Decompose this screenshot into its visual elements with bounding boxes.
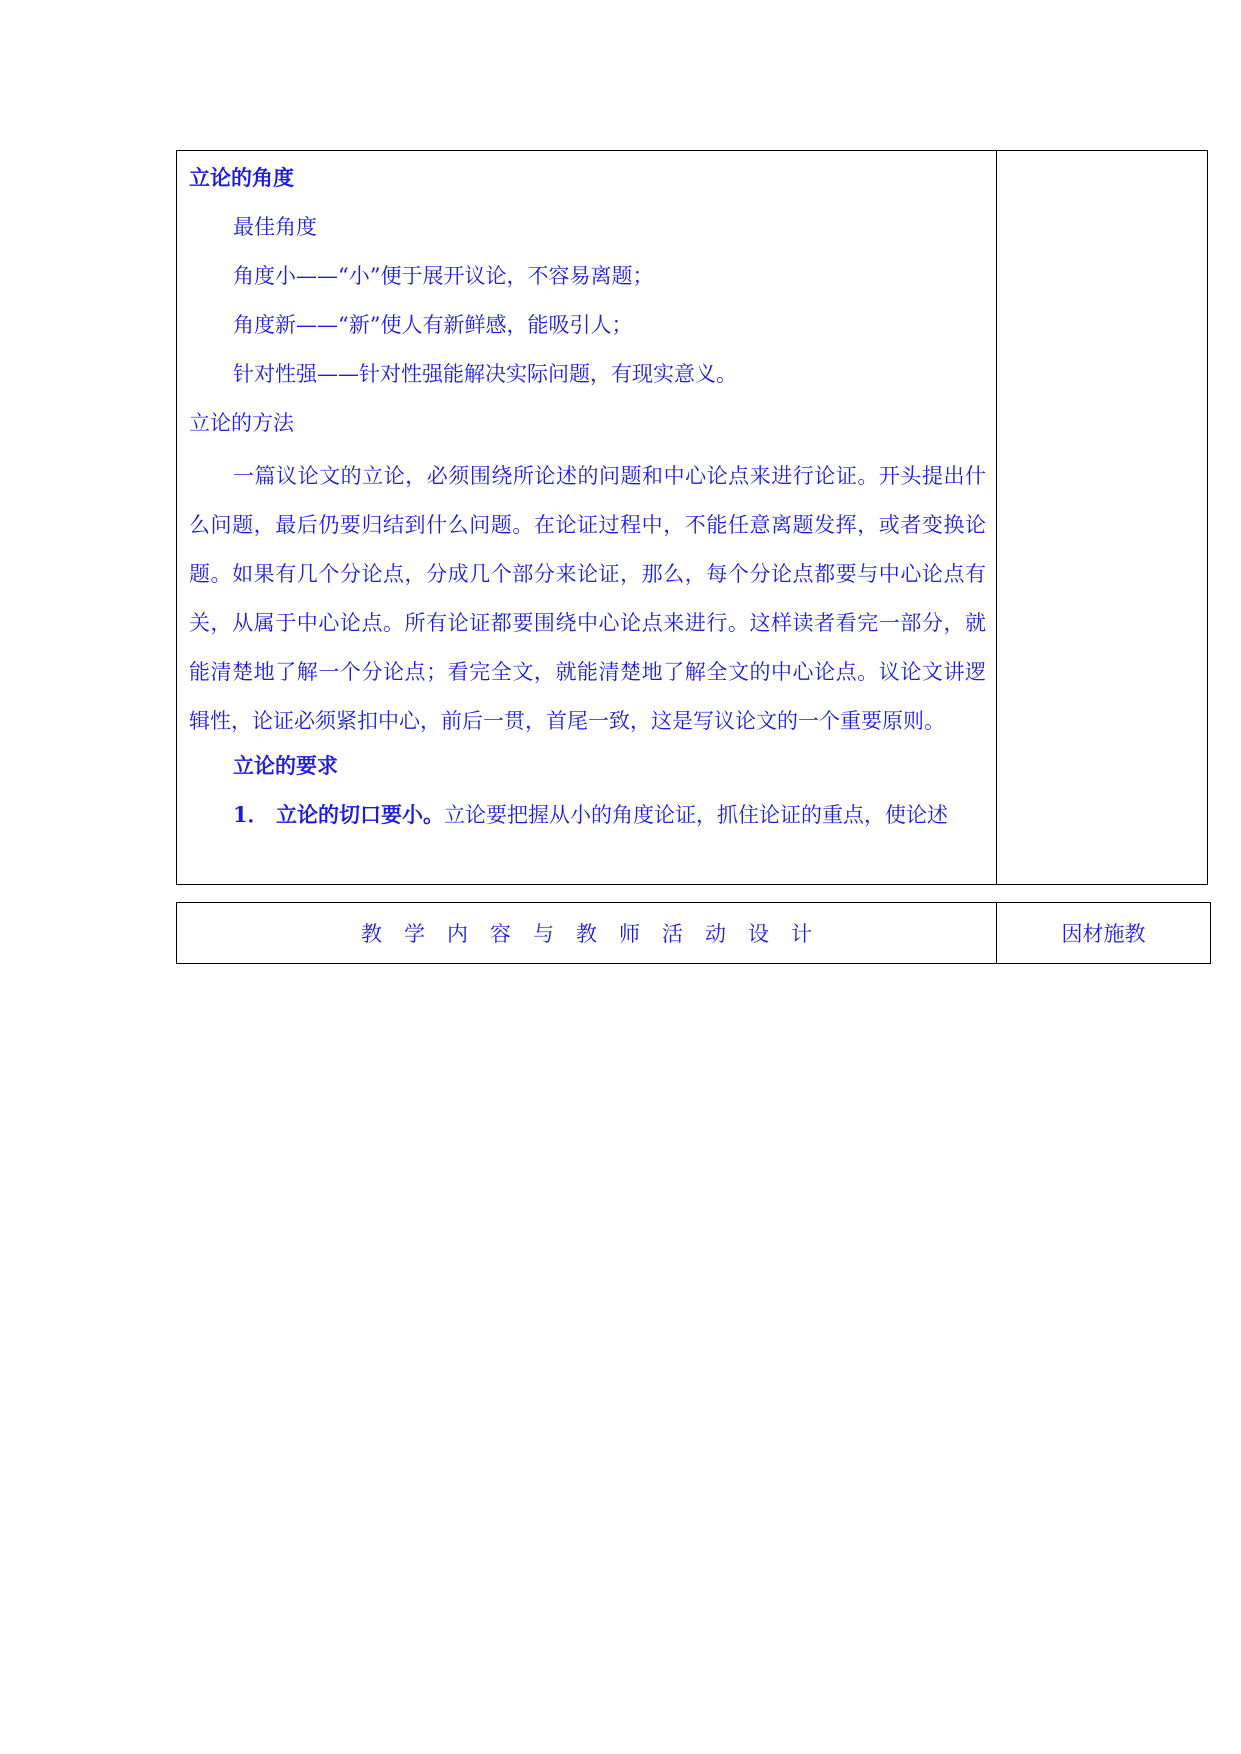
- footer-label-teaching-design: 教学内容与教师活动设计: [177, 903, 997, 963]
- footer-label-differentiated: 因材施教: [1061, 922, 1146, 946]
- footer-header-table: [176, 902, 1211, 964]
- requirement-text: 立论要把握从小的角度论证，抓住论证的重点，使论述: [444, 803, 948, 827]
- angle-small-item: 角度小——“小”便于展开议论，不容易离题；: [233, 264, 654, 288]
- heading-angle: 立论的角度: [189, 165, 294, 190]
- teaching-content-cell: [177, 151, 997, 884]
- main-content-table: [176, 150, 1208, 885]
- heading-requirement: 立论的要求: [233, 753, 338, 778]
- notes-cell: [997, 151, 1207, 884]
- angle-new-item: 角度新——“新”使人有新鲜感，能吸引人；: [233, 313, 633, 337]
- best-angle-label: 最佳角度: [233, 215, 317, 239]
- method-paragraph: 一篇议论文的立论，必须围绕所论述的问题和中心论点来进行论证。开头提出什么问题，最后仍要归结到什么问题。在论证过程中，不能任意离题发挥，或者变换论题。如果有几个分论点，分成几个部分来论证，那么，每个分论点都要与中心论点有关，从属于中心论点。所有论证都要围绕中心论点来进行。这样读者看完一部分，就能清楚地了解一个分论点；看完全文，就能清楚地了解全文的中心论点。议论文讲逻辑性，论证必须紧扣中心，前后一贯，首尾一致，这是写议论文的一个重要原则。: [189, 464, 986, 733]
- requirement-number: 1．: [233, 802, 269, 827]
- requirement-item-1: [189, 795, 986, 844]
- targeted-item: 针对性强——针对性强能解决实际问题，有现实意义。: [233, 362, 737, 386]
- heading-method: 立论的方法: [189, 411, 294, 435]
- requirement-title: 立论的切口要小。: [276, 802, 444, 827]
